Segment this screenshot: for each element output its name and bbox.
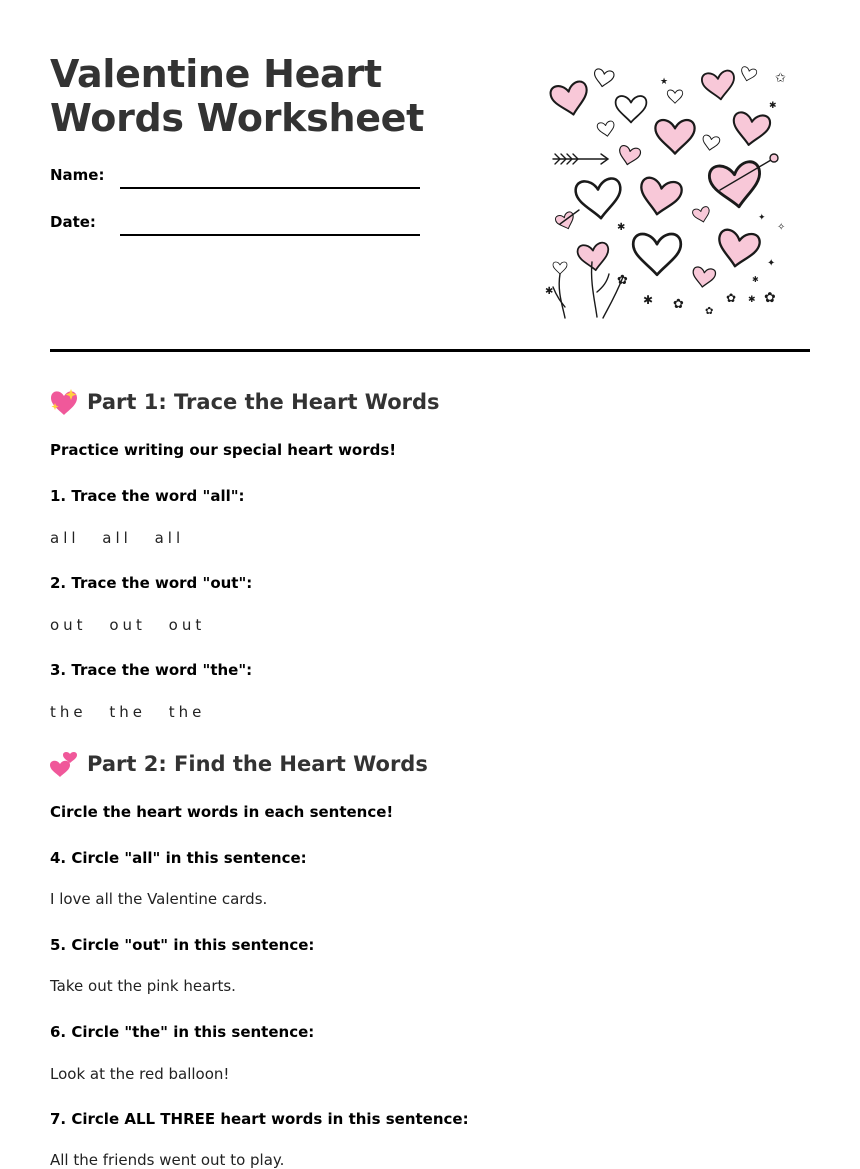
worksheet-page (50, 0, 810, 1169)
part2-heading (50, 750, 428, 778)
svg-text:✱: ✱ (545, 286, 554, 297)
question-7: 7. Circle ALL THREE heart words in this sentence: (50, 1110, 469, 1128)
svg-text:✱: ✱ (748, 295, 756, 305)
worksheet-title: Valentine Heart Words Worksheet (50, 52, 425, 140)
svg-text:✿: ✿ (617, 273, 628, 288)
worksheet-header (50, 0, 810, 352)
svg-text:✱: ✱ (769, 101, 777, 111)
svg-text:✿: ✿ (673, 297, 684, 312)
svg-text:✧: ✧ (777, 222, 786, 233)
svg-text:✦: ✦ (758, 213, 766, 223)
svg-text:✱: ✱ (617, 222, 626, 233)
svg-text:✱: ✱ (643, 293, 654, 307)
date-field[interactable] (50, 207, 430, 237)
sentence-7: All the friends went out to play. (50, 1151, 285, 1169)
svg-text:★: ★ (660, 77, 669, 87)
hearts-doodle-illustration (545, 62, 795, 322)
part1-heading-text: Part 1: Trace the Heart Words (87, 390, 440, 414)
sentence-5: Take out the pink hearts. (50, 977, 236, 995)
sentence-4: I love all the Valentine cards. (50, 890, 268, 908)
part1-heading (50, 388, 440, 416)
trace-row-2: out out out (50, 616, 206, 634)
trace-row-1: all all all (50, 529, 185, 547)
svg-text:✱: ✱ (752, 275, 759, 284)
svg-text:✿: ✿ (764, 290, 776, 306)
question-4: 4. Circle "all" in this sentence: (50, 849, 307, 867)
date-line[interactable] (120, 234, 420, 236)
question-6: 6. Circle "the" in this sentence: (50, 1023, 315, 1041)
two-hearts-icon (50, 750, 78, 778)
question-3: 3. Trace the word "the": (50, 661, 253, 679)
trace-row-3: the the the (50, 703, 206, 721)
name-field[interactable] (50, 160, 430, 190)
name-label: Name: (50, 166, 105, 184)
part2-heading-text: Part 2: Find the Heart Words (87, 752, 428, 776)
sentence-6: Look at the red balloon! (50, 1065, 230, 1083)
name-line[interactable] (120, 187, 420, 189)
question-2: 2. Trace the word "out": (50, 574, 253, 592)
svg-text:✦: ✦ (767, 258, 776, 269)
svg-text:✿: ✿ (705, 306, 714, 317)
date-label: Date: (50, 213, 96, 231)
svg-text:✿: ✿ (726, 291, 737, 305)
question-5: 5. Circle "out" in this sentence: (50, 936, 315, 954)
question-1: 1. Trace the word "all": (50, 487, 245, 505)
sparkling-heart-icon (50, 388, 78, 416)
svg-text:✩: ✩ (775, 71, 786, 86)
part2-intro: Circle the heart words in each sentence! (50, 803, 394, 821)
header-divider (50, 349, 810, 352)
part1-intro: Practice writing our special heart words! (50, 441, 397, 459)
